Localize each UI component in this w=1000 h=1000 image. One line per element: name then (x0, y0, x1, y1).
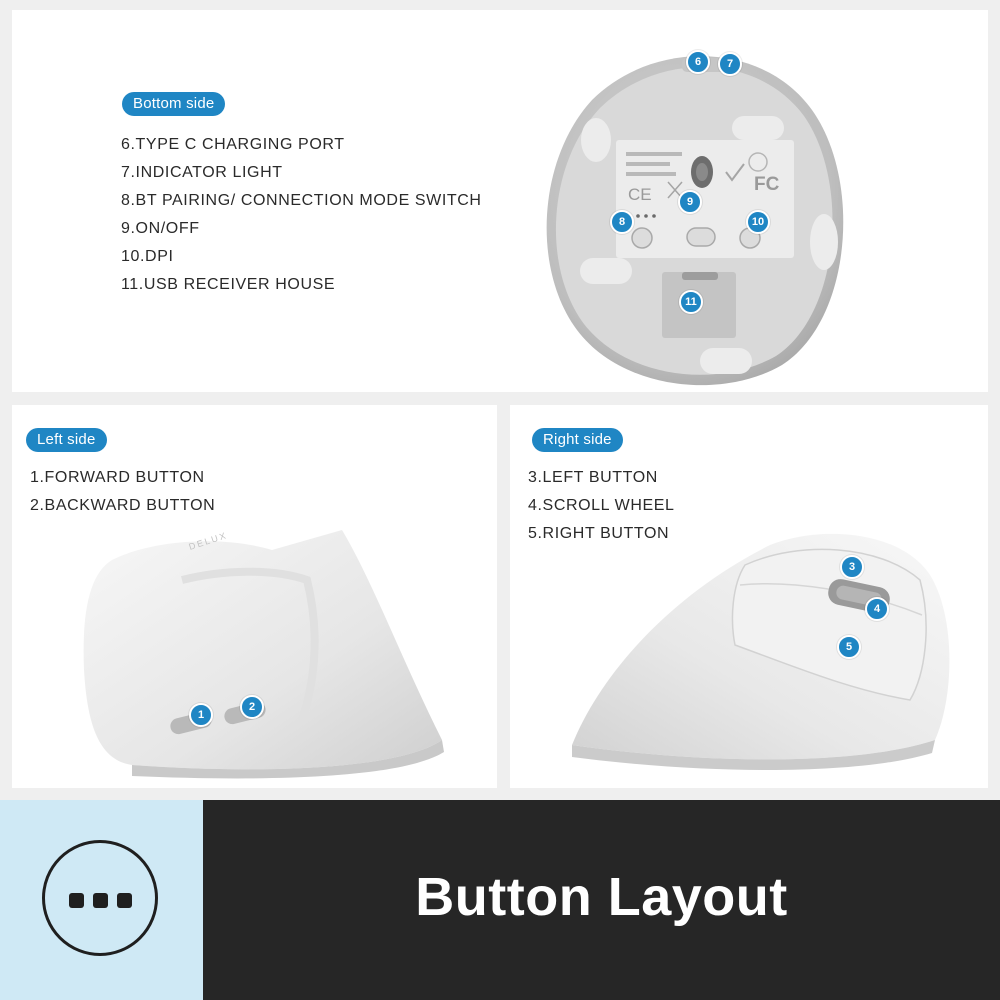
bottom-side-panel (12, 10, 988, 392)
callout-5-badge: 5 (837, 635, 861, 659)
more-dots-icon (42, 840, 158, 956)
list-item: 11.USB RECEIVER HOUSE (121, 276, 336, 293)
right-side-panel (510, 405, 988, 788)
callout-7-badge: 7 (718, 52, 742, 76)
list-item: 1.FORWARD BUTTON (30, 469, 205, 486)
list-item: 7.INDICATOR LIGHT (121, 164, 283, 181)
list-item: 2.BACKWARD BUTTON (30, 497, 216, 514)
list-item: 5.RIGHT BUTTON (528, 525, 670, 542)
left-side-label: Left side (26, 428, 107, 452)
dot-icon (69, 893, 84, 908)
left-side-list (30, 464, 215, 520)
callout-10-badge: 10 (746, 210, 770, 234)
ce-mark: CE (628, 185, 652, 204)
mouse-left-illustration (72, 520, 452, 780)
bottom-side-label: Bottom side (122, 92, 225, 116)
bottom-side-list (121, 131, 482, 299)
list-item: 4.SCROLL WHEEL (528, 497, 675, 514)
callout-3-badge: 3 (840, 555, 864, 579)
dot-icon (117, 893, 132, 908)
callout-11-badge: 11 (679, 290, 703, 314)
callout-9-badge: 9 (678, 190, 702, 214)
callout-1-badge: 1 (189, 703, 213, 727)
callout-6-badge: 6 (686, 50, 710, 74)
callout-8-badge: 8 (610, 210, 634, 234)
list-item: 9.ON/OFF (121, 220, 200, 237)
list-item: 3.LEFT BUTTON (528, 469, 658, 486)
callout-4-badge: 4 (865, 597, 889, 621)
mouse-right-illustration (560, 525, 980, 775)
list-item: 6.TYPE C CHARGING PORT (121, 136, 345, 153)
right-side-label: Right side (532, 428, 623, 452)
fc-mark: FC (754, 174, 780, 195)
page-title: Button Layout (415, 867, 788, 927)
dot-icon (93, 893, 108, 908)
list-item: 10.DPI (121, 248, 174, 265)
brand-mark: DELUX (187, 530, 229, 552)
callout-2-badge: 2 (240, 695, 264, 719)
left-side-panel (12, 405, 497, 788)
list-item: 8.BT PAIRING/ CONNECTION MODE SWITCH (121, 192, 482, 209)
